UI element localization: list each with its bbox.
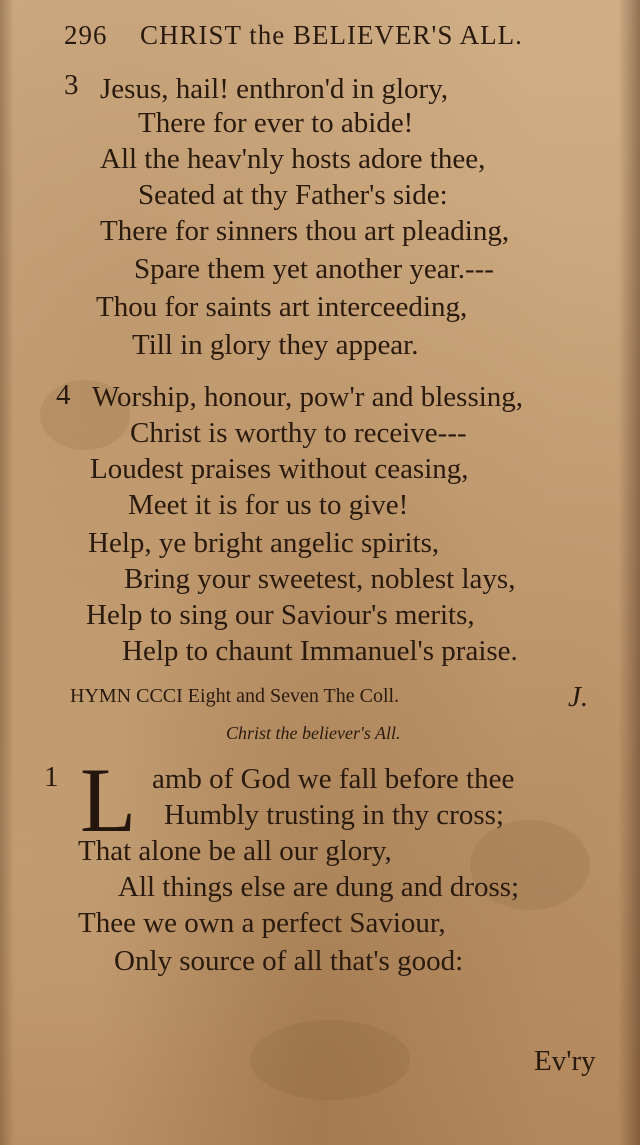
verse1-line-4: All things else are dung and dross; [118,871,520,903]
verse3-line-8: Till in glory they appear. [132,329,419,361]
hymn-subtitle: Christ the believer's All. [226,723,401,743]
page-edge-shadow-left [0,0,14,1145]
verse4-line-8: Help to chaunt Immanuel's praise. [122,635,518,667]
verse4-line-4: Meet it is for us to give! [128,489,409,521]
verse4-line-6: Bring your sweetest, noblest lays, [124,563,516,595]
verse-number-4: 4 [56,379,71,411]
paper-stain [250,1020,410,1100]
verse3-line-5: There for sinners thou art pleading, [100,215,510,247]
verse3-line-3: All the heav'nly hosts adore thee, [100,143,486,175]
page-number: 296 [64,20,108,50]
verse4-line-1: Worship, honour, pow'r and blessing, [92,381,524,413]
verse3-line-2: There for ever to abide! [138,107,414,139]
verse1-line-6: Only source of all that's good: [114,945,464,977]
verse1-line-1: amb of God we fall before thee [152,763,515,795]
verse4-line-2: Christ is worthy to receive--- [130,417,467,449]
hymn-heading: HYMN CCCI Eight and Seven The Coll. [70,685,400,707]
verse3-line-1: Jesus, hail! enthron'd in glory, [100,73,449,105]
page-edge-shadow-right [618,0,640,1145]
verse1-line-2: Humbly trusting in thy cross; [164,799,504,831]
verse4-line-5: Help, ye bright angelic spirits, [88,527,440,559]
verse3-line-4: Seated at thy Father's side: [138,179,448,211]
catchword: Ev'ry [534,1045,596,1077]
verse3-line-6: Spare them yet another year.--- [134,253,494,285]
verse1-line-5: Thee we own a perfect Saviour, [78,907,446,939]
running-title: CHRIST the BELIEVER'S ALL. [140,20,523,50]
verse-number-1: 1 [44,761,59,793]
verse1-line-3: That alone be all our glory, [78,835,392,867]
verse4-line-7: Help to sing our Saviour's merits, [86,599,475,631]
verse-number-3: 3 [64,69,79,101]
hymn-mark: J. [568,681,589,713]
verse3-line-7: Thou for saints art interceeding, [96,291,468,323]
drop-capital: L [80,749,137,851]
verse4-line-3: Loudest praises without ceasing, [90,453,469,485]
